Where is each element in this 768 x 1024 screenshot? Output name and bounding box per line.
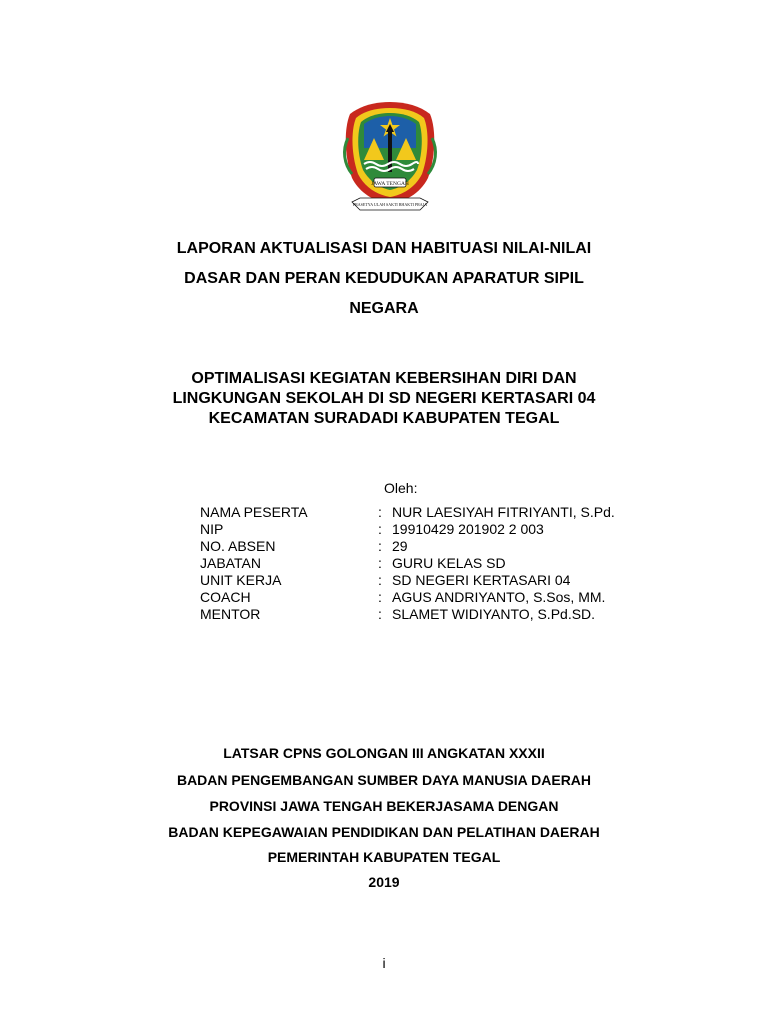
- report-title-line-2: DASAR DAN PERAN KEDUDUKAN APARATUR SIPIL: [184, 270, 584, 287]
- info-value: SD NEGERI KERTASARI 04: [392, 572, 571, 588]
- emblem-banner-text: JAWA TENGAH: [371, 181, 409, 187]
- footer-year: 2019: [368, 874, 400, 890]
- info-colon: :: [378, 589, 382, 605]
- topic-title-line-2: LINGKUNGAN SEKOLAH DI SD NEGERI KERTASARI 04: [172, 390, 596, 407]
- info-value: GURU KELAS SD: [392, 555, 506, 571]
- info-label: MENTOR: [200, 606, 261, 622]
- page-number: i: [382, 955, 386, 971]
- report-title-line-1: LAPORAN AKTUALISASI DAN HABITUASI NILAI-NILAI: [176, 240, 592, 257]
- info-value: NUR LAESIYAH FITRIYANTI, S.Pd.: [392, 504, 615, 520]
- oleh-label: Oleh:: [384, 480, 418, 496]
- info-colon: :: [378, 521, 382, 537]
- info-label: COACH: [200, 589, 251, 605]
- info-label: UNIT KERJA: [200, 572, 282, 588]
- info-value: 19910429 201902 2 003: [392, 521, 544, 537]
- info-label: JABATAN: [200, 555, 261, 571]
- info-value: SLAMET WIDIYANTO, S.Pd.SD.: [392, 606, 596, 622]
- info-label: NIP: [200, 521, 224, 537]
- info-label: NAMA PESERTA: [200, 504, 308, 520]
- footer-line-5: PEMERINTAH KABUPATEN TEGAL: [267, 849, 501, 865]
- footer-line-2: BADAN PENGEMBANGAN SUMBER DAYA MANUSIA DAERAH: [176, 772, 592, 788]
- jawa-tengah-emblem: [340, 98, 440, 218]
- footer-line-1: LATSAR CPNS GOLONGAN III ANGKATAN XXXII: [223, 745, 545, 761]
- info-colon: :: [378, 606, 382, 622]
- info-colon: :: [378, 572, 382, 588]
- info-colon: :: [378, 555, 382, 571]
- info-value: 29: [392, 538, 408, 554]
- info-colon: :: [378, 538, 382, 554]
- footer-line-4: BADAN KEPEGAWAIAN PENDIDIKAN DAN PELATIHAN DAERAH: [168, 824, 600, 840]
- report-title-line-3: NEGARA: [349, 300, 419, 317]
- info-colon: :: [378, 504, 382, 520]
- topic-title-line-1: OPTIMALISASI KEGIATAN KEBERSIHAN DIRI DAN: [191, 370, 577, 387]
- footer-line-3: PROVINSI JAWA TENGAH BEKERJASAMA DENGAN: [209, 798, 559, 814]
- info-value: AGUS ANDRIYANTO, S.Sos, MM.: [392, 589, 606, 605]
- info-label: NO. ABSEN: [200, 538, 276, 554]
- emblem-motto-text: PRASETYA ULAH SAKTI BHAKTI PRAJA: [352, 202, 428, 207]
- topic-title-line-3: KECAMATAN SURADADI KABUPATEN TEGAL: [208, 410, 560, 427]
